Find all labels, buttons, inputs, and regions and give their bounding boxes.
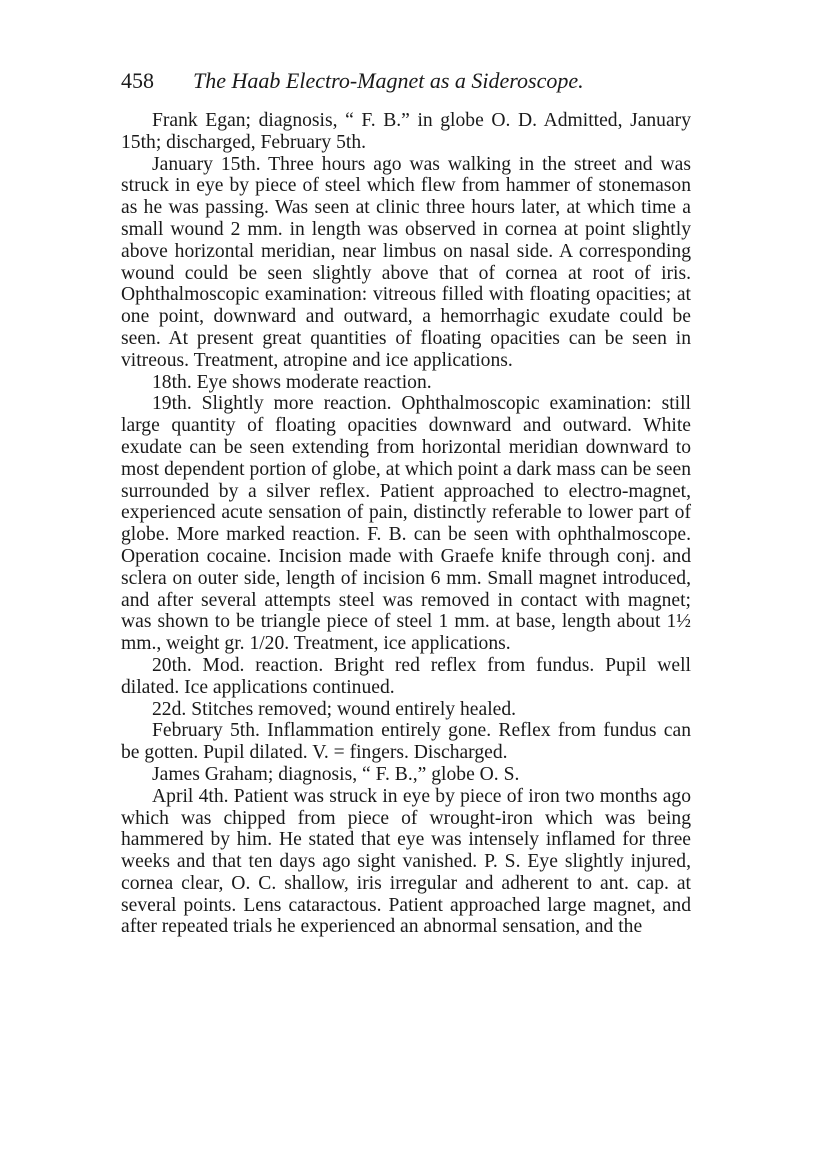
paragraph-january-15th: January 15th. Three hours ago was walking in the street and was struck in eye by piece of steel which flew from hammer of stonemason as he was passing. Was seen at clinic three hours later, at which time a small wound 2 mm. in length was observed in cornea at point slightly above horizontal meridian, near limbus on nasal side. A corresponding wound could be seen slightly above that of cornea at root of iris. Ophthalmoscopic examination: vitreous filled with floating opacities; at one point, downward and outward, a hemorrhagic exudate could be seen. At present great quantities of floating opacities can be seen in vitreous. Treatment, atropine and ice applications. [121,153,691,371]
body-text [121,110,691,938]
paragraph-19th: 19th. Slightly more reaction. Ophthalmoscopic examination: still large quantity of floating opacities downward and outward. White exudate can be seen extending from horizontal meridian downward to most dependent portion of globe, at which point a dark mass can be seen surrounded by a silver reflex. Patient approached to electro-magnet, experienced acute sensation of pain, distinctly referable to lower part of globe. More marked reaction. F. B. can be seen with ophthalmoscope. Operation cocaine. Incision made with Graefe knife through conj. and sclera on outer side, length of incision 6 mm. Small magnet introduced, and after several attempts steel was removed in contact with magnet; was shown to be triangle piece of steel 1 mm. at base, length about 1½ mm., weight gr. 1/20. Treatment, ice applications. [121,393,691,655]
page-number: 458 [121,68,154,93]
paragraph-22d: 22d. Stitches removed; wound entirely healed. [152,698,517,720]
paragraph-april-4th: April 4th. Patient was struck in eye by piece of iron two months ago which was chipped from piece of wrought-iron which was being hammered by him. He stated that eye was intensely inflamed for three weeks and that ten days ago sight vanished. P. S. Eye slightly injured, cornea clear, O. C. shallow, iris irregular and adherent to ant. cap. at several points. Lens cataractous. Patient approached large magnet, and after repeated trials he experienced an abnormal sensation, and the [121,785,691,938]
running-title: The Haab Electro-Magnet as a Sideroscope. [193,68,584,93]
paragraph-james-graham-intro: James Graham; diagnosis, “ F. B.,” globe O. S. [152,763,520,785]
paragraph-18th: 18th. Eye shows moderate reaction. [152,371,432,393]
paragraph-20th: 20th. Mod. reaction. Bright red reflex from fundus. Pupil well dilated. Ice applications continued. [121,654,691,698]
paragraph-frank-egan-intro: Frank Egan; diagnosis, “ F. B.” in globe O. D. Admitted, January 15th; discharged, February 5th. [121,110,691,153]
paragraph-february-5th: February 5th. Inflammation entirely gone. Reflex from fundus can be gotten. Pupil dilated. V. = fingers. Discharged. [121,720,691,764]
page-header [121,66,691,96]
